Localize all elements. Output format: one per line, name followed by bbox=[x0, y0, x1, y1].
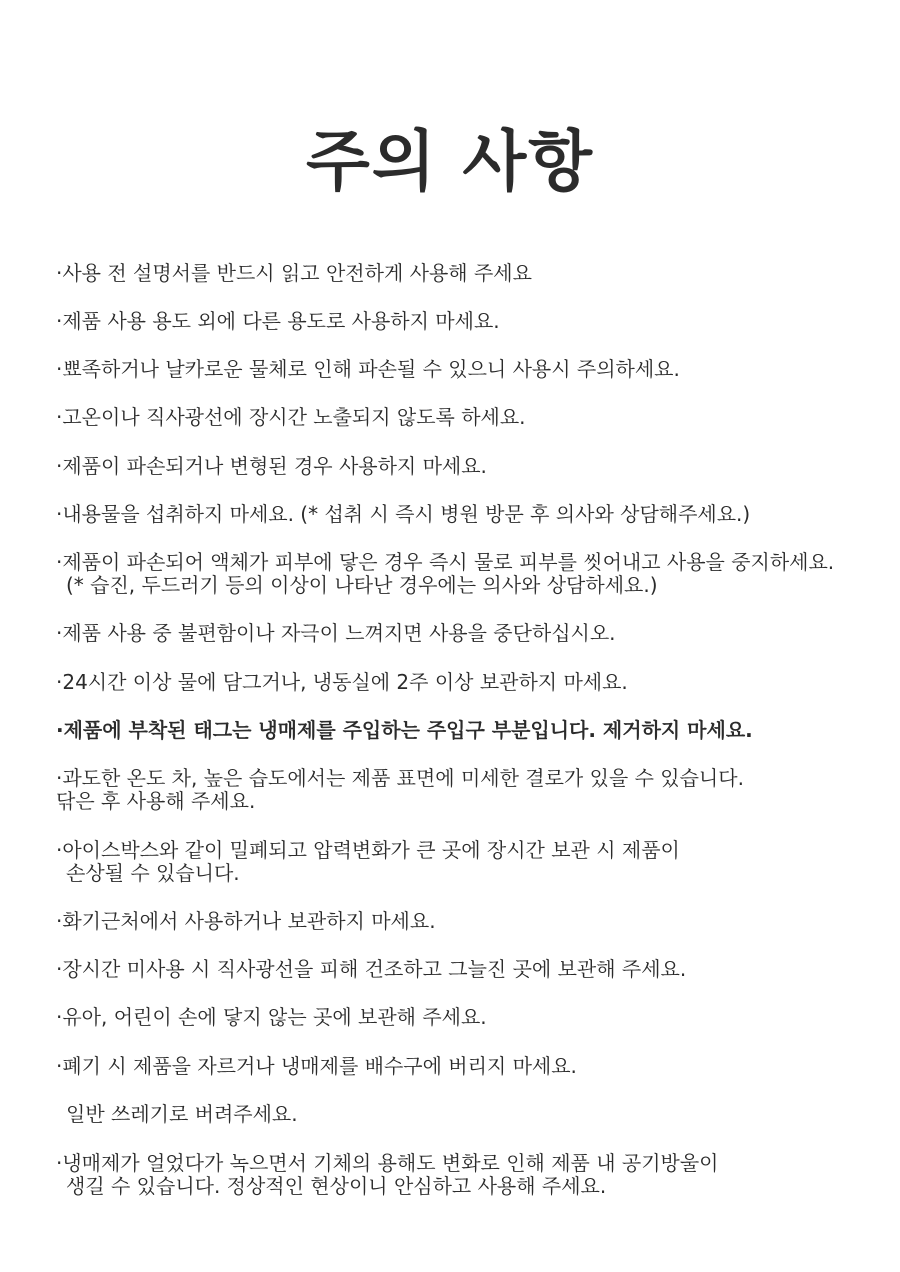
notice-line: ·제품에 부착된 태그는 냉매제를 주입하는 주입구 부분입니다. 제거하지 마세요. bbox=[56, 718, 753, 742]
notice-line: ·제품이 파손되어 액체가 피부에 닿은 경우 즉시 물로 피부를 씻어내고 사용을 중지하세요. bbox=[56, 550, 835, 574]
notice-item bbox=[56, 358, 680, 381]
notice-line: ·화기근처에서 사용하거나 보관하지 마세요. bbox=[56, 909, 436, 933]
notice-line: ·유아, 어린이 손에 닿지 않는 곳에 보관해 주세요. bbox=[56, 1005, 487, 1029]
notice-item bbox=[56, 406, 526, 429]
notice-item bbox=[56, 839, 680, 885]
notice-item bbox=[56, 1103, 298, 1126]
notice-line: ·냉매제가 얼었다가 녹으면서 기체의 용해도 변화로 인해 제품 내 공기방울이 bbox=[56, 1151, 719, 1175]
notice-item bbox=[56, 1055, 577, 1078]
notice-line: ·아이스박스와 같이 밀폐되고 압력변화가 큰 곳에 장시간 보관 시 제품이 bbox=[56, 838, 680, 862]
notice-item-highlight bbox=[56, 719, 753, 742]
notice-item bbox=[56, 910, 436, 933]
notice-line: ·장시간 미사용 시 직사광선을 피해 건조하고 그늘진 곳에 보관해 주세요. bbox=[56, 957, 687, 981]
notice-item bbox=[56, 622, 616, 645]
notice-item bbox=[56, 310, 500, 333]
notice-line: ·고온이나 직사광선에 장시간 노출되지 않도록 하세요. bbox=[56, 405, 526, 429]
notice-item bbox=[56, 262, 532, 285]
notice-item bbox=[56, 1152, 719, 1198]
notice-line: ·폐기 시 제품을 자르거나 냉매제를 배수구에 버리지 마세요. bbox=[56, 1054, 577, 1078]
notice-line: ·24시간 이상 물에 담그거나, 냉동실에 2주 이상 보관하지 마세요. bbox=[56, 670, 628, 694]
notice-item bbox=[56, 958, 686, 981]
notice-line: ·내용물을 섭취하지 마세요. (* 섭취 시 즉시 병원 방문 후 의사와 상담해주세요.) bbox=[56, 502, 751, 526]
notice-line: ·사용 전 설명서를 반드시 읽고 안전하게 사용해 주세요 bbox=[56, 261, 532, 285]
notice-line: ·과도한 온도 차, 높은 습도에서는 제품 표면에 미세한 결로가 있을 수 있습니다. bbox=[56, 766, 744, 790]
notice-item bbox=[56, 551, 834, 597]
notice-line: 손상될 수 있습니다. bbox=[66, 861, 240, 885]
notice-item bbox=[56, 503, 750, 526]
notice-line: ·제품 사용 용도 외에 다른 용도로 사용하지 마세요. bbox=[56, 309, 500, 333]
notice-line: ·제품이 파손되거나 변형된 경우 사용하지 마세요. bbox=[56, 454, 487, 478]
notice-item bbox=[56, 767, 744, 813]
notice-line: ·제품 사용 중 불편함이나 자극이 느껴지면 사용을 중단하십시오. bbox=[56, 621, 616, 645]
notice-line: 일반 쓰레기로 버려주세요. bbox=[66, 1102, 298, 1126]
notice-line: ·뾰족하거나 날카로운 물체로 인해 파손될 수 있으니 사용시 주의하세요. bbox=[56, 357, 680, 381]
notice-line: 생길 수 있습니다. 정상적인 현상이니 안심하고 사용해 주세요. bbox=[66, 1174, 607, 1198]
notice-item bbox=[56, 455, 487, 478]
notice-line: (* 습진, 두드러기 등의 이상이 나타난 경우에는 의사와 상담하세요.) bbox=[66, 573, 658, 597]
notice-item bbox=[56, 1006, 487, 1029]
page-title: 주의 사항 bbox=[305, 123, 594, 200]
notice-item bbox=[56, 671, 628, 694]
notice-line: 닦은 후 사용해 주세요. bbox=[56, 789, 256, 813]
